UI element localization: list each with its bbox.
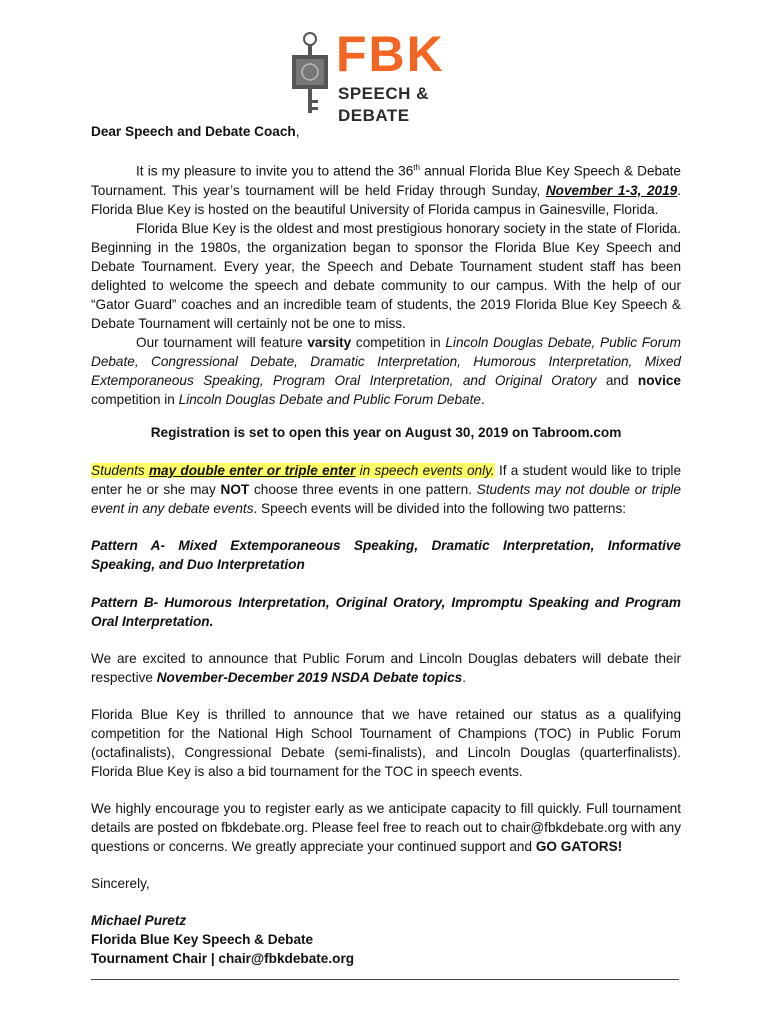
fbk-logo bbox=[288, 26, 478, 125]
signoff bbox=[91, 874, 681, 893]
entry-text-b: choose three events in one pattern. bbox=[249, 482, 477, 497]
salutation-text: Dear Speech and Debate Coach bbox=[91, 124, 296, 139]
pattern-b bbox=[91, 593, 681, 631]
varsity-events: Lincoln Douglas Debate, Public Forum Debate, Congressional Debate, Dramatic Interpretation, Humorous Interpretation, Mixed Extemporaneous Speaking, Program Oral Interpretation, and Original Oratory bbox=[91, 334, 681, 388]
entry-italic: Students may not double or triple event in any debate events bbox=[91, 482, 681, 516]
pattern-a-text: Pattern A- Mixed Extemporaneous Speaking, Dramatic Interpretation, Informative Speaking, and Duo Interpretation bbox=[91, 538, 681, 572]
entry-hl-a: Students bbox=[91, 463, 149, 478]
events-text-a: Our tournament will feature bbox=[136, 334, 308, 350]
topics-paragraph bbox=[91, 649, 681, 687]
entry-text-c: . Speech events will be divided into the following two patterns: bbox=[253, 501, 627, 516]
footer-divider bbox=[91, 979, 679, 980]
events-paragraph bbox=[91, 333, 681, 409]
novice-label: novice bbox=[637, 372, 681, 388]
salutation bbox=[91, 122, 681, 141]
signature-org: Florida Blue Key Speech & Debate bbox=[91, 932, 314, 947]
logo-subtitle: SPEECH & DEBATE bbox=[338, 84, 429, 125]
topics-text-b: . bbox=[462, 670, 466, 685]
history-paragraph: Florida Blue Key is the oldest and most prestigious honorary society in the state of Florida. Beginning in the 1980s, the organization began to sponsor the Florida Blue Key Speech and Debate Tournament. Every year, the Speech and Debate Tournament student staff has been delighted to welcome the speech and debate community to our campus. With the help of our “Gator Guard” coaches and an incredible team of students, the 2019 Florida Blue Key Speech & Debate Tournament will certainly not be one to miss. bbox=[91, 220, 681, 331]
entry-not: NOT bbox=[220, 482, 250, 497]
closing-text: We highly encourage you to register early as we anticipate capacity to fill quickly. Full tournament details are posted on fbkdebate.org. Please feel free to reach out to chair@fbkdebate.org with any questions or concerns. We greatly appreciate your continued support and bbox=[91, 801, 681, 854]
intro-paragraph bbox=[91, 158, 681, 409]
signature-name: Michael Puretz bbox=[91, 913, 187, 928]
pattern-a bbox=[91, 536, 681, 574]
pattern-b-text: Pattern B- Humorous Interpretation, Original Oratory, Impromptu Speaking and Program Oral Interpretation. bbox=[91, 595, 681, 629]
para1-sup: th bbox=[413, 163, 420, 172]
entry-rules-paragraph bbox=[91, 461, 681, 518]
entry-hl-c: in speech events only. bbox=[355, 463, 495, 478]
key-icon bbox=[288, 30, 332, 116]
novice-events: Lincoln Douglas Debate and Public Forum Debate bbox=[178, 391, 481, 407]
events-text-c: and bbox=[596, 372, 638, 388]
entry-text-a: If a student would like to triple enter he or she may bbox=[91, 463, 682, 497]
topics-bold: November-December 2019 NSDA Debate topics bbox=[156, 670, 463, 685]
toc-paragraph bbox=[91, 705, 681, 781]
go-gators: GO GATORS! bbox=[535, 839, 623, 854]
salutation-tail: , bbox=[295, 124, 300, 139]
events-text-d: competition in bbox=[91, 391, 179, 407]
entry-hl-b: may double enter or triple enter bbox=[148, 463, 356, 478]
events-text-b: competition in bbox=[351, 334, 446, 350]
varsity-label: varsity bbox=[307, 334, 352, 350]
closing-paragraph bbox=[91, 799, 681, 856]
para1-text-b: annual Florida Blue Key Speech & Debate Tournament. This year’s tournament will be held Friday through Sunday, bbox=[91, 163, 681, 198]
para1-text-a: It is my pleasure to invite you to attend the 36 bbox=[136, 163, 414, 179]
signature-title: Tournament Chair | chair@fbkdebate.org bbox=[91, 951, 355, 966]
registration-text: Registration is set to open this year on August 30, 2019 on Tabroom.com bbox=[150, 425, 622, 440]
signature-block bbox=[91, 911, 681, 968]
signoff-text: Sincerely, bbox=[91, 876, 150, 891]
topics-text-a: We are excited to announce that Public Forum and Lincoln Douglas debaters will debate their respective bbox=[91, 651, 681, 685]
tournament-date: November 1-3, 2019 bbox=[545, 182, 678, 198]
para1-text-c: . Florida Blue Key is hosted on the beautiful University of Florida campus in Gainesville, Florida. bbox=[91, 182, 681, 217]
highlighted-entry-rule bbox=[91, 463, 495, 478]
registration-notice bbox=[91, 423, 681, 442]
toc-text: Florida Blue Key is thrilled to announce that we have retained our status as a qualifying competition for the National High School Tournament of Champions (TOC) in Public Forum (octafinalists), Congressional Debate (semi-finalists), and Lincoln Douglas (quarterfinalists). Florida Blue Key is also a bid tournament for the TOC in speech events. bbox=[91, 707, 681, 779]
logo-brand: FBK bbox=[336, 26, 445, 82]
events-text-e: . bbox=[480, 391, 485, 407]
